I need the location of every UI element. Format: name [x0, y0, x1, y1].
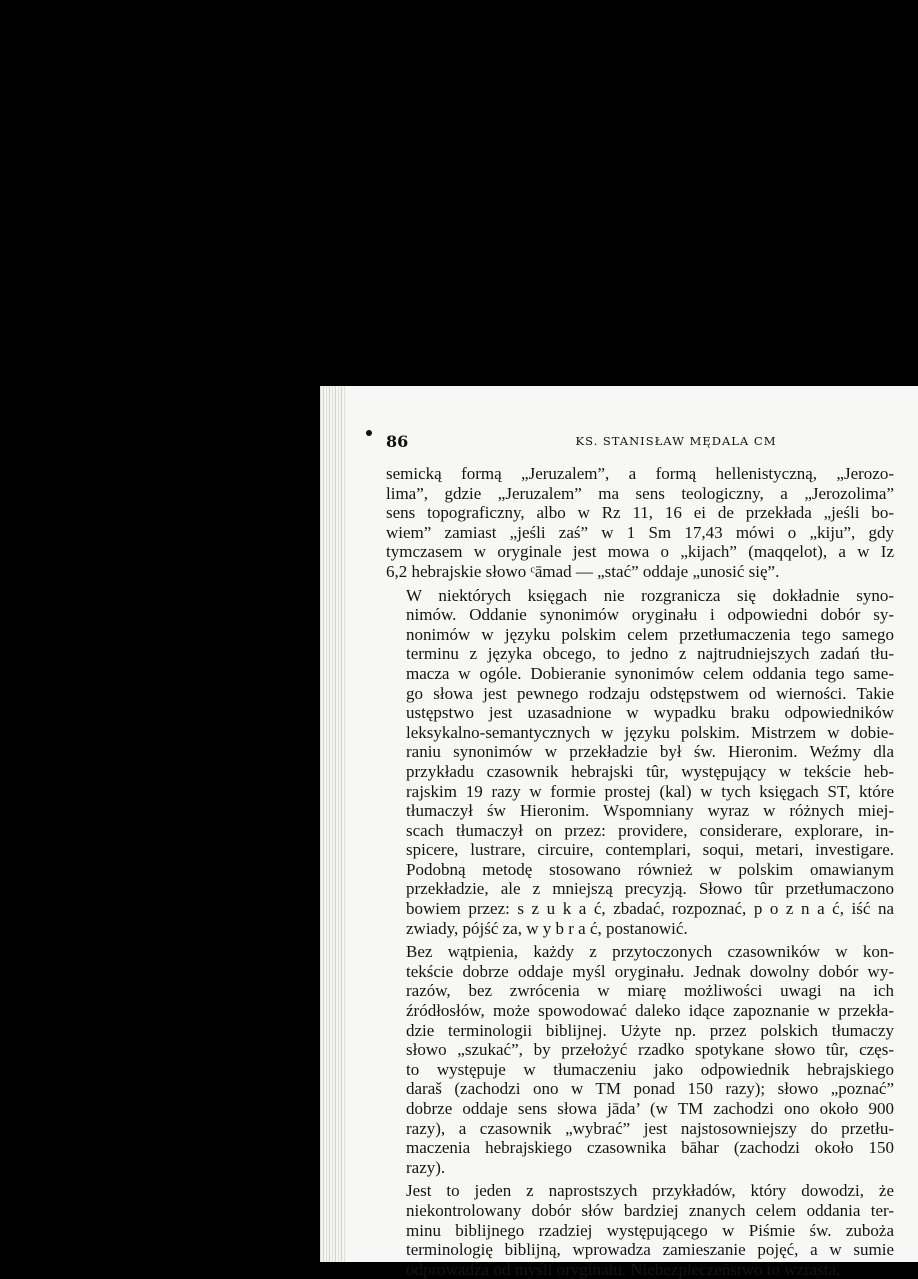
text-line: razy).	[406, 1157, 446, 1177]
text-line: razy), a czasownik „wybrać” jest najstosowniejszy do przetłu-	[406, 1118, 894, 1138]
text-line: nimów. Oddanie synonimów oryginału i odpowiedni dobór sy-	[406, 605, 894, 625]
text-line: macza w ogóle. Dobieranie synonimów celem oddania tego same-	[406, 663, 894, 683]
text-line: to występuje w tłumaczeniu jako odpowiednik hebrajskiego	[406, 1059, 894, 1079]
text-line: dzie terminologii biblijnej. Użyte np. przez polskich tłumaczy	[406, 1020, 894, 1040]
paragraph	[386, 464, 894, 582]
running-head	[386, 432, 892, 452]
text-line: odprowadza od myśli oryginału. Niebezpieczeństwo to wzrasta,	[406, 1259, 841, 1279]
text-line: minu biblijnego rzadziej występującego w Piśmie św. zuboża	[406, 1220, 894, 1240]
text-line: przekładzie, ale z mniejszą precyzją. Słowo tûr przetłumaczono	[406, 879, 894, 899]
text-line: terminologię biblijną, wprowadza zamieszanie pojęć, a w sumie	[406, 1240, 894, 1260]
margin-dot	[366, 430, 372, 436]
running-title: KS. STANISŁAW MĘDALA CM	[575, 434, 777, 448]
body-text	[386, 464, 894, 1279]
text-line: źródłosłów, może spowodować daleko idące zapoznanie w przekła-	[406, 1001, 894, 1021]
text-line: scach tłumaczył on przez: providere, considerare, explorare, in-	[406, 820, 894, 840]
text-line: go słowa jest pewnego rodzaju odstępstwem od wierności. Takie	[406, 683, 894, 703]
text-line: ustępstwo jest uzasadnione w wypadku braku odpowiedników	[406, 703, 894, 723]
text-line: W niektórych księgach nie rozgranicza się dokładnie syno-	[406, 585, 894, 605]
text-line: Podobną metodę stosowano również w polskim omawianym	[406, 859, 894, 879]
text-line: przykładu czasownik hebrajski tûr, występujący w tekście heb-	[406, 761, 894, 781]
book-page	[320, 386, 918, 1279]
text-line: terminu z języka obcego, to jedno z najtrudniejszych zadań tłu-	[406, 644, 894, 664]
text-line: sens topograficzny, albo w Rz 11, 16 ei de przekłada „jeśli bo-	[386, 503, 894, 523]
paragraph	[386, 1181, 894, 1279]
page-number: 86	[386, 432, 409, 451]
text-line: nonimów w języku polskim celem przetłumaczenia tego samego	[406, 624, 894, 644]
text-line: wiem” zamiast „jeśli zaś” w 1 Sm 17,43 mówi o „kiju”, gdy	[386, 522, 894, 542]
text-line: tymczasem w oryginale jest mowa o „kijach” (maqqelot), a w Iz	[386, 542, 894, 562]
text-line: semicką formą „Jeruzalem”, a formą hellenistyczną, „Jerozo-	[386, 464, 894, 483]
text-line: tekście dobrze oddaje myśl oryginału. Jednak dowolny dobór wy-	[406, 961, 894, 981]
text-line: Jest to jeden z naprostszych przykładów, który dowodzi, że	[406, 1181, 894, 1201]
text-line: lima”, gdzie „Jeruzalem” ma sens teologiczny, a „Jerozolima”	[386, 483, 894, 503]
text-line: daraš (zachodzi ono w TM ponad 150 razy); słowo „poznać”	[406, 1079, 894, 1099]
text-line: razów, bez zwrócenia w miarę możliwości uwagi na ich	[406, 981, 894, 1001]
text-line: Bez wątpienia, każdy z przytoczonych czasowników w kon-	[406, 942, 894, 962]
page-binding-edge	[320, 386, 346, 1262]
text-line: niekontrolowany dobór słów bardziej znanych celem oddania ter-	[406, 1200, 894, 1220]
text-line: leksykalno-semantycznych w języku polskim. Mistrzem w dobie-	[406, 722, 894, 742]
text-line: raniu synonimów w przekładzie był św. Hieronim. Weźmy dla	[406, 742, 894, 762]
paragraph	[386, 942, 894, 1177]
text-line: zwiady, pójść za, w y b r a ć, postanowić.	[406, 918, 688, 938]
text-line: 6,2 hebrajskie słowo ᶜāmad — „stać” oddaje „unosić się”.	[386, 561, 780, 581]
text-line: dobrze oddaje sens słowa jāda’ (w TM zachodzi ono około 900	[406, 1099, 894, 1118]
text-line: spicere, lustrare, circuire, contemplari, soqui, metari, investigare.	[406, 840, 894, 860]
text-line: rajskim 19 razy w formie prostej (kal) w tych księgach ST, które	[406, 781, 894, 801]
text-line: maczenia hebrajskiego czasownika bāhar (zachodzi około 150	[406, 1138, 894, 1158]
paragraph	[386, 586, 894, 939]
text-line: słowo „szukać”, by przełożyć rzadko spotykane słowo tûr, częs-	[406, 1040, 894, 1060]
text-line: bowiem przez: s z u k a ć, zbadać, rozpoznać, p o z n a ć, iść na	[406, 899, 894, 919]
text-line: tłumaczył św Hieronim. Wspomniany wyraz w różnych miej-	[406, 801, 894, 821]
